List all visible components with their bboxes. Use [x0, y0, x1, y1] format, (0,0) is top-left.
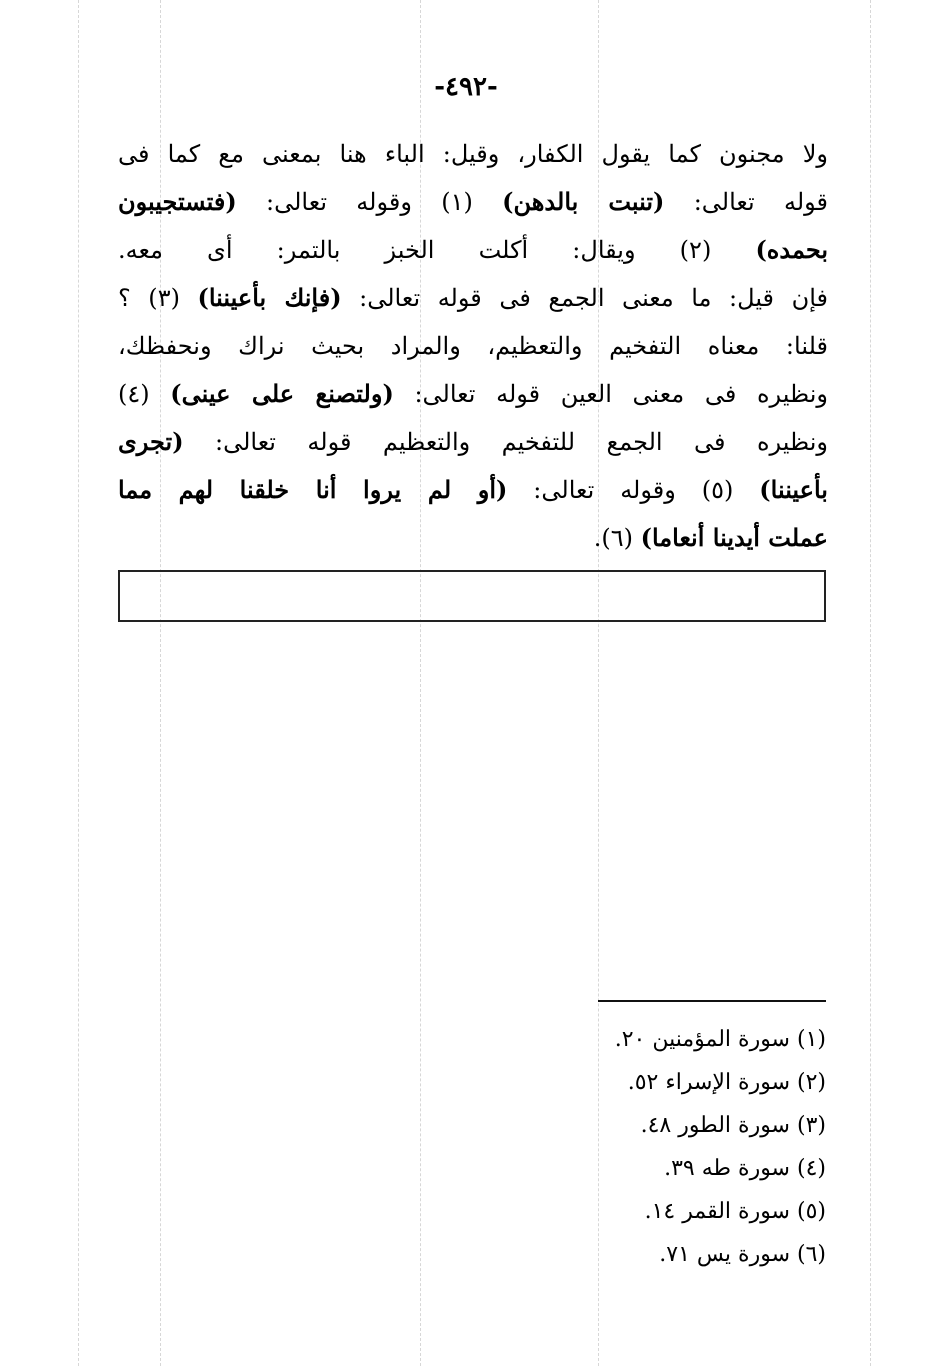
text-segment: فإن قيل: ما معنى الجمع فى قوله تعالى: — [341, 284, 828, 312]
scan-guide-line — [78, 0, 79, 1366]
footnote-separator — [598, 1000, 826, 1002]
text-line — [118, 178, 828, 226]
text-segment: ولا مجنون كما يقول الكفار، وقيل: الباء هنا بمعنى مع كما فى — [118, 140, 828, 168]
main-text — [118, 130, 828, 562]
quran-quote: بأعيننا) — [759, 475, 828, 504]
decorative-frame — [118, 570, 826, 622]
quran-quote: (أو لم يروا أنا خلقنا لهم مما — [118, 475, 508, 504]
footnote-item: (٦) سورة يس ٧١. — [659, 1242, 826, 1267]
text-segment: قلنا: معناه التفخيم والتعظيم، والمراد بحيث نراك ونحفظك، — [118, 332, 828, 360]
text-line — [118, 130, 828, 178]
text-segment: (٢) ويقال: أكلت الخبز بالتمر: أى معه. — [118, 236, 756, 264]
text-line — [118, 226, 828, 274]
text-segment: ونظيره فى الجمع للتفخيم والتعظيم قوله تعالى: — [183, 428, 828, 456]
text-line — [118, 274, 828, 322]
text-segment: (٣) ؟ — [118, 284, 198, 312]
footnotes — [540, 1018, 826, 1276]
text-segment: ونظيره فى معنى العين قوله تعالى: — [393, 380, 828, 408]
scan-guide-line — [870, 0, 871, 1366]
text-segment: (٤) — [118, 380, 171, 408]
footnote-item: (١) سورة المؤمنين ٢٠. — [614, 1027, 826, 1052]
footnote-item: (٢) سورة الإسراء ٥٢. — [627, 1070, 826, 1095]
quran-quote: (ولتصنع على عينى) — [170, 379, 394, 408]
text-segment: (١) وقوله تعالى: — [236, 188, 503, 216]
footnote-item: (٣) سورة الطور ٤٨. — [640, 1113, 826, 1138]
page-number: -٤٩٢- — [434, 72, 498, 102]
quran-quote: (فإنك بأعيننا) — [197, 283, 342, 312]
text-segment: (٦). — [593, 524, 641, 552]
footnote-item: (٥) سورة القمر ١٤. — [644, 1199, 826, 1224]
text-segment: (٥) وقوله تعالى: — [507, 476, 760, 504]
footnote-item: (٤) سورة طه ٣٩. — [664, 1156, 826, 1181]
quran-quote: عملت أيدينا أنعاما) — [640, 523, 828, 552]
text-line — [118, 466, 828, 514]
text-line — [118, 370, 828, 418]
quran-quote: (فتستجيبون — [118, 187, 237, 216]
quran-quote: بحمده) — [755, 235, 828, 264]
quran-quote: (تنبت بالدهن) — [502, 187, 665, 216]
text-line — [118, 418, 828, 466]
quran-quote: (تجرى — [118, 427, 184, 456]
text-line — [118, 514, 828, 562]
text-line — [118, 322, 828, 370]
text-segment: قوله تعالى: — [664, 188, 828, 216]
